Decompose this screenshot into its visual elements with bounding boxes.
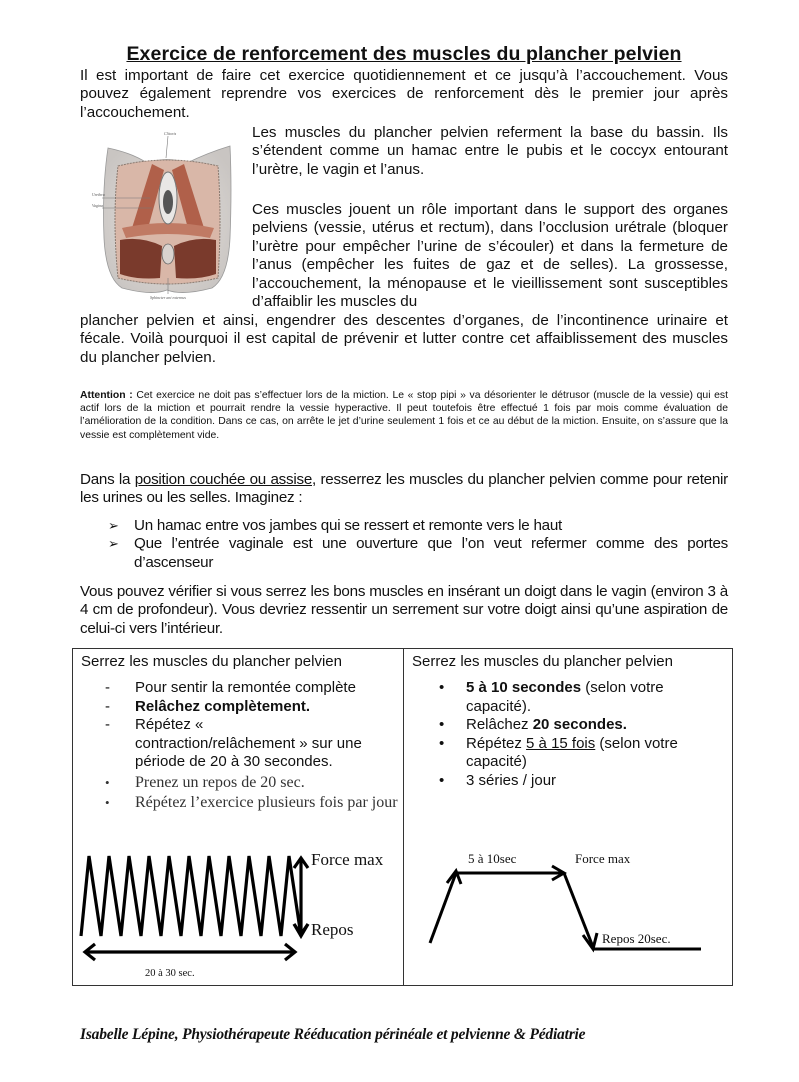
list-item-text: Pour sentir la remontée complète [135, 679, 356, 696]
figure-label-sphincter: Sphincter ani externus [150, 295, 186, 300]
bullet-icon: • [439, 716, 445, 734]
list-item-text: Prenez un repos de 20 sec. [135, 773, 305, 791]
list-item-text: Répétez « contraction/relâchement » sur une période de 20 à 30 secondes. [135, 716, 362, 771]
list-item-text: 3 séries / jour [466, 771, 557, 789]
list-item-text: Relâchez [466, 716, 533, 734]
list-item [105, 698, 405, 717]
right-cell-header: Serrez les muscles du plancher pelvien [412, 653, 673, 670]
list-item [437, 679, 717, 716]
list-item [437, 735, 717, 772]
pelvic-floor-description: Les muscles du plancher pelvien referment la base du bassin. Ils s’étendent comme un hamac entre le pubis et le coccyx entourant l’urètre, le vagin et l’anus. [252, 124, 728, 178]
list-item-text: Répétez [466, 734, 527, 752]
dash-bullet-icon: - [105, 679, 110, 696]
pelvic-floor-role-continuation: plancher pelvien et ainsi, engendrer des descentes d’organes, de l’incontinence urinaire et fécale. Voilà pourquoi il est capital de prévenir et lutter contre cet affaiblissement des muscles du plancher pelvien. [80, 312, 728, 366]
bullet-icon: • [439, 771, 445, 789]
attention-label: Attention : [80, 390, 133, 401]
arrow-bullet-icon: ➢ [108, 518, 119, 533]
list-item [437, 772, 717, 791]
sustained-contractions-list [437, 679, 717, 791]
figure-label-urethra: Urethra [92, 192, 105, 197]
dash-bullet-icon: - [105, 697, 110, 715]
list-item [105, 716, 365, 772]
list-item-text: Relâchez complètement. [135, 697, 311, 715]
force-max-label: Force max [575, 851, 631, 866]
rest-duration-label: Repos 20sec. [602, 931, 671, 946]
figure-label-vagina: Vagina [92, 203, 104, 208]
list-item-text: (selon votre capacité) [466, 734, 678, 771]
list-item [105, 679, 405, 698]
rest-label: Repos [311, 920, 354, 939]
pelvic-floor-anatomy-illustration [92, 128, 242, 300]
list-item [105, 793, 403, 814]
bullet-icon: • [439, 734, 445, 752]
exercise-table [72, 648, 733, 986]
bullet-icon: • [105, 774, 110, 790]
quick-contractions-list [105, 679, 405, 814]
imagine-list [108, 517, 728, 572]
force-max-label: Force max [311, 850, 384, 869]
list-item-underlined: 5 à 15 fois [526, 734, 596, 752]
position-underlined: position couchée ou assise, [134, 471, 316, 488]
list-item-text: Répétez l’exercice plusieurs fois par jour [135, 794, 398, 812]
bullet-icon: • [439, 679, 445, 696]
list-item-text: (selon votre capacité). [466, 679, 664, 715]
page-title: Exercice de renforcement des muscles du plancher pelvien [126, 43, 682, 65]
author-footer: Isabelle Lépine, Physiothérapeute Rééducation périnéale et pelvienne & Pédiatrie [80, 1026, 586, 1043]
intro-paragraph: Il est important de faire cet exercice quotidiennement et ce jusqu’à l’accouchement. Vous pouvez également reprendre vos exercices de renforcement dès le premier jour après l’accouchement. [80, 67, 728, 121]
attention-text: Cet exercice ne doit pas s’effectuer lors de la miction. Le « stop pipi » va désorienter le détrusor (muscle de la vessie) qui est actif lors de la miction et pourrait rendre la vessie hyperactive. Il peut toutefois être effectué 1 fois par mois comme évaluation de l’amélioration de la condition. Dans ce cas, on arrête le jet d’urine seulement 1 fois et ce au début de la miction. Ensuite, on s’assure que la vessie est complètement vide. [80, 390, 728, 441]
position-suffix: resserrez les muscles du plancher pelvien comme pour retenir les urines ou les selles. Imaginez : [80, 471, 728, 507]
sustained-contraction-diagram [404, 839, 734, 979]
imagine-list-item [108, 535, 728, 572]
quick-contractions-diagram [73, 844, 403, 984]
list-item [105, 773, 405, 794]
attention-note [80, 389, 728, 442]
figure-label-clitoris: Clitoris [164, 131, 177, 136]
dash-bullet-icon: - [105, 716, 110, 734]
bullet-icon: • [105, 795, 110, 811]
list-item-bold: 20 secondes. [532, 716, 627, 734]
arrow-bullet-icon: ➢ [108, 536, 119, 552]
hold-duration-label: 5 à 10sec [468, 851, 517, 866]
list-item [437, 716, 717, 735]
position-instruction [80, 471, 728, 508]
verification-paragraph: Vous pouvez vérifier si vous serrez les bons muscles en insérant un doigt dans le vagin (environ 3 à 4 cm de profondeur). Vous devriez ressentir un serrement sur votre doigt ainsi qu’une aspiration de celui-ci vers l’intérieur. [80, 583, 728, 637]
position-prefix: Dans la [80, 471, 135, 488]
pelvic-floor-role-paragraph: Ces muscles jouent un rôle important dans le support des organes pelviens (vessie, utérus et rectum), dans l’occlusion urétrale (bloquer l’urètre pour empêcher l’urine de s’écouler) et dans la fermeture de l’anus (empêcher les fuites de gaz et de selles). La grossesse, l’accouchement, la ménopause et le vieillissement sont susceptibles d’affaiblir les muscles du [252, 201, 728, 311]
imagine-item-text: Que l’entrée vaginale est une ouverture que l’on veut refermer comme des portes d’ascenseur [134, 535, 728, 571]
duration-label: 20 à 30 sec. [145, 968, 195, 979]
list-item-bold: 5 à 10 secondes [466, 679, 582, 696]
left-cell-header: Serrez les muscles du plancher pelvien [81, 653, 342, 670]
imagine-item-text: Un hamac entre vos jambes qui se ressert et remonte vers le haut [134, 517, 563, 534]
imagine-list-item [108, 517, 728, 535]
